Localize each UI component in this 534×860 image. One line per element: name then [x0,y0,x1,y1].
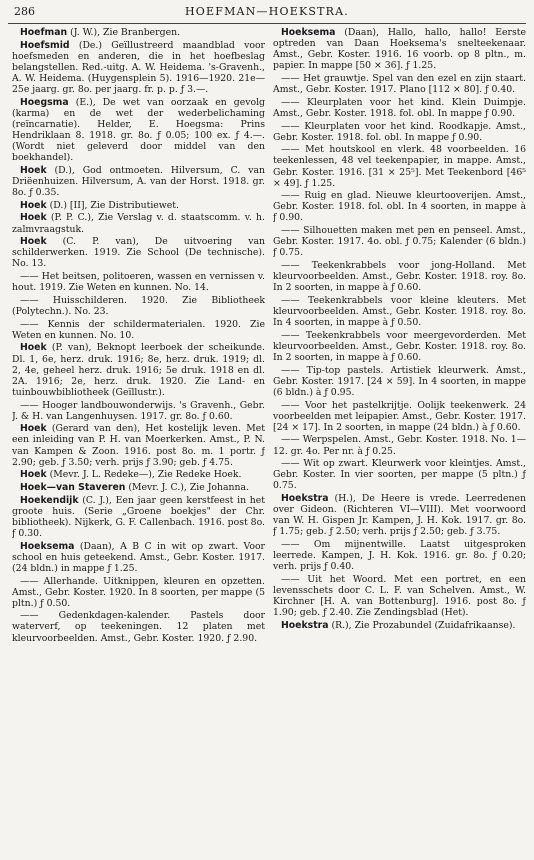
entry-text: —— Het beitsen, politoeren, wassen en vernissen v. hout. 1919. Zie Weten en kunnen. No. 14. [12,271,265,294]
bibliography-entry [273,620,526,631]
entry-heading: Hoeksema [281,27,336,38]
entry-heading: Hoek [20,199,47,211]
bibliography-entry [12,27,265,38]
entry-text: —— Voor het pastelkrijtje. Oolijk teekenwerk. 24 voorbeelden met leipapier. Amst., Gebr. Koster. 1917. [24 × 17]. In 2 soorten, in mappe (24 bldn.) à ƒ 0.60. [273,399,526,433]
entry-text: —— Het grauwtje. Spel van den ezel en zijn staart. Amst., Gebr. Koster. 1917. Plano [112 × 80]. ƒ 0.40. [273,72,526,96]
bibliography-entry [12,495,265,539]
two-column-body [12,27,526,856]
bibliography-entry [273,121,526,143]
entry-text: —— Huisschilderen. 1920. Zie Bibliotheek (Polytechn.). No. 23. [12,294,265,317]
bibliography-entry [12,319,265,341]
entry-text: —— Teekenkrabbels voor kleine kleuters. Met kleurvoorbeelden. Amst., Gebr. Koster. 1918. roy. 8o. In 4 soorten, in mappe à ƒ 0.50. [273,294,526,329]
entry-text: (Daan), A B C in wit op zwart. Voor school en huis geteekend. Amst., Gebr. Koster. 1917. (24 bldn.) in mappe ƒ 1.25. [12,540,265,574]
entry-text: (De.) Geïllustreerd maandblad voor hoefsmeden en anderen, die in het hoefbeslag belangstellen. Red.-uitg. A. W. Heidema. 's-Gravenh., A. W. Heidema. (Huygensplein 5). 1916—1920. 21e—25e jaarg. gr. 8o. per jaarg. fr. p. p. ƒ 3.—. [12,39,265,96]
entry-text: (H.), De Heere is vrede. Leerredenen over Gideon. (Richteren VI—VIII). Met voorwoord van W. H. Gispen Jr. Kampen, J. H. Kok. 1917. gr. 8o. ƒ 1.75; geb. ƒ 2.50; verh. prijs ƒ 2.50; geb. ƒ 3.75. [273,493,526,538]
bibliography-entry [273,574,526,618]
bibliography-entry [273,97,526,119]
entry-heading: Hoekstra [281,619,329,631]
entry-heading: Hoefsmid [20,39,70,51]
bibliography-entry [273,225,526,258]
bibliography-entry [12,342,265,397]
running-title: HOEFMAN—HOEKSTRA. [185,5,349,18]
entry-text: —— Gedenkdagen-kalender. Pastels door waterverf, op teekeningen. 12 platen met kleurvoorbeelden. Amst., Gebr. Koster. 1920. ƒ 2.90. [12,610,265,644]
entry-heading: Hoek [20,469,47,481]
bibliography-entry [12,482,265,493]
entry-text: (Mevr. J. C.), Zie Johanna. [125,481,250,493]
entry-text: —— Werpspelen. Amst., Gebr. Koster. 1918. No. 1—12. gr. 4o. Per nr. à ƒ 0.25. [273,434,526,457]
bibliography-entry [12,400,265,422]
entry-text: —— Uit het Woord. Met een portret, en een levensschets door C. L. F. van Schelven. Amst., W. Kirchner [H. A. van Bottenburg]. 1916. post 8o. ƒ 1.90; geb. ƒ 2.40. Zie Zendingsblad (Het). [273,573,526,619]
bibliography-entry [12,236,265,269]
bibliography-entry [12,212,265,234]
bibliography-entry [12,469,265,480]
entry-heading: Hoek [20,236,47,248]
bibliography-entry [12,97,265,164]
bibliography-entry [273,458,526,491]
bibliography-entry [273,493,526,537]
bibliography-entry [273,144,526,188]
entry-heading: Hoek [20,212,47,224]
entry-text: (E.), De wet van oorzaak en gevolg (karma) en de wet der wederbelichaming (reïncarnatie). Helder, E. Hoegsma: Prins Hendriklaan 8. 1918. gr. 8o. ƒ 0.05; 100 ex. ƒ 4.—. (Wordt niet geleverd door middel van den boekhandel). [12,96,265,164]
entry-text: (C. J.), Een jaar geen kerstfeest in het groote huis. (Serie „Groene boekjes" der Chr. bibliotheek). Nijkerk, G. F. Callenbach. 1916. post 8o. ƒ 0.30. [12,494,265,539]
entry-text: (Mevr. J. L. Redeke—), Zie Redeke Hoek. [46,469,242,481]
bibliography-entry [12,610,265,643]
entry-text: (P. P. C.), Zie Verslag v. d. staatscomm. v. h. zalmvraagstuk. [12,212,265,235]
entry-heading: Hoek [20,342,47,354]
bibliography-entry [12,423,265,467]
entry-text: (D.) [II], Zie Distributiewet. [46,199,179,211]
entry-text: (Gerard van den), Het kostelijk leven. Met een inleiding van P. H. van Moerkerken. Amst., P. N. van Kampen & Zoon. 1916. post 8o. m. 1 portr. ƒ 2.90; geb. ƒ 3.50; verh. prijs ƒ 3.90; geb. ƒ 4.75. [12,423,265,468]
entry-text: —— Om mijnentwille. Laatst uitgesproken leerrede. Kampen, J. H. Kok. 1916. gr. 8o. ƒ 0.20; verh. prijs ƒ 0.40. [273,539,526,573]
entry-heading: Hoefman [20,27,68,38]
bibliography-entry [12,200,265,211]
entry-heading: Hoek [20,164,47,176]
bibliography-entry [12,40,265,95]
right-column [273,27,526,856]
bibliography-entry [12,295,265,317]
entry-text: —— Allerhande. Uitknippen, kleuren en opzetten. Amst., Gebr. Koster. 1920. In 8 soorten, per mappe (5 pltn.) ƒ 0.50. [12,575,265,609]
bibliography-entry [12,271,265,293]
bibliography-entry [273,434,526,456]
entry-text: —— Met houtskool en vlerk. 48 voorbeelden. 16 teekenlessen, 48 vel teekenpapier, in mappe. Amst., Gebr. Koster. 1916. [31 × 25⁵]. Met Teekenbord [46⁵ × 49]. ƒ 1.25. [273,144,526,189]
entry-text: —— Kleurplaten voor het kind. Roodkapje. Amst., Gebr. Koster. 1918. fol. obl. In mappe ƒ 0.90. [273,120,526,143]
entry-text: —— Silhouetten maken met pen en penseel. Amst., Gebr. Koster. 1917. 4o. obl. ƒ 0.75; Kalender (6 bldn.) ƒ 0.75. [273,225,526,259]
bibliography-entry [273,27,526,71]
entry-heading: Hoekendijk [20,494,79,506]
entry-text: (D.), God ontmoeten. Hilversum, C. van Driëenhuizen. Hilversum, A. van der Horst. 1918. gr. 8o. ƒ 0.35. [12,164,265,199]
entry-heading: Hoek [20,423,47,435]
bibliography-entry [12,541,265,574]
entry-text: —— Tip-top pastels. Artistiek kleurwerk. Amst., Gebr. Koster. 1917. [24 × 59]. In 4 soorten, in mappe (6 bldn.) à ƒ 0.95. [273,364,526,398]
entry-text: (P. van), Beknopt leerboek der scheikunde. Dl. 1, 6e, herz. druk. 1916; 8e, herz. druk. 1919; dl. 2, 4e, geheel herz. druk. 1916; 5e druk. 1918 en dl. 2A. 1916; 2e, herz. druk. 1920. Zie Land- en tuinbouwbibliotheek (Geïllustr.). [12,342,265,398]
page-header [14,3,520,21]
bibliography-entry [12,165,265,198]
entry-text: (R.), Zie Prozabundel (Zuidafrikaanse). [328,619,516,631]
entry-heading: Hoekstra [281,493,329,505]
bibliography-entry [273,330,526,363]
entry-text: —— Ruig en glad. Nieuwe kleurtooverijen. Amst., Gebr. Koster. 1918. fol. obl. In 4 soorten, in mappe à ƒ 0.90. [273,190,526,224]
bibliography-entry [273,73,526,95]
bibliography-entry [273,539,526,572]
entry-text: —— Hooger landbouwonderwijs. 's Gravenh., Gebr. J. & H. van Langenhuysen. 1917. gr. 8o. ƒ 0.60. [12,399,265,422]
bibliography-entry [273,190,526,223]
entry-text: —— Teekenkrabbels voor meergevorderden. Met kleurvoorbeelden. Amst., Gebr. Koster. 1918. roy. 8o. In 2 soorten, in mappe à ƒ 0.60. [273,329,526,363]
entry-heading: Hoeksema [20,540,75,552]
entry-text: (Daan), Hallo, hallo, hallo! Eerste optreden van Daan Hoeksema's snelteekenaar. Amst., Gebr. Koster. 1916. 16 voorb. op 8 pltn., m. papier. In mappe [50 × 36]. ƒ 1.25. [273,27,526,72]
bibliography-entry [273,400,526,433]
entry-text: —— Wit op zwart. Kleurwerk voor kleintjes. Amst., Gebr. Koster. In vier soorten, per mappe (5 pltn.) ƒ 0.75. [273,458,526,492]
header-rule [8,23,526,24]
bibliography-entry [273,260,526,293]
bibliography-entry [12,576,265,609]
entry-text: —— Kennis der schildermaterialen. 1920. Zie Weten en kunnen. No. 10. [12,318,265,341]
entry-text: —— Teekenkrabbels voor jong-Holland. Met kleurvoorbeelden. Amst., Gebr. Koster. 1918. roy. 8o. In 2 soorten, in mappe à ƒ 0.60. [273,260,526,294]
entry-text: —— Kleurplaten voor het kind. Klein Duimpje. Amst., Gebr. Koster. 1918. fol. obl. In mappe ƒ 0.90. [273,96,526,119]
entry-text: (J. W.), Zie Branbergen. [67,27,181,38]
entry-heading: Hoegsma [20,96,69,108]
entry-heading: Hoek—van Staveren [20,481,126,493]
bibliography-entry [273,295,526,328]
bibliography-entry [273,365,526,398]
entry-text: (C. P. van), De uitvoering van schilderwerken. 1919. Zie School (De technische). No. 13. [12,236,265,270]
left-column [12,27,265,856]
page-number: 286 [14,5,35,18]
